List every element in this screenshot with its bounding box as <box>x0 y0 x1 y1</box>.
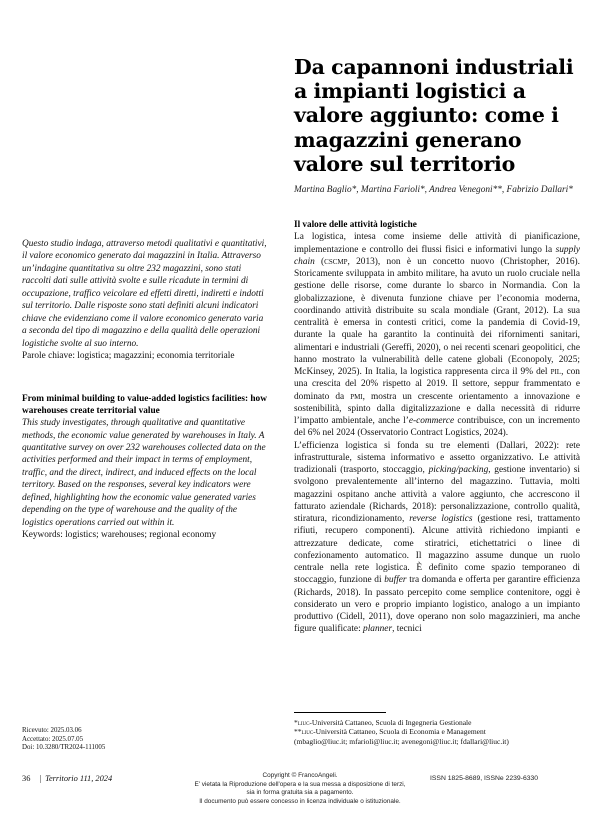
term-reverse-logistics: reverse logistics <box>409 514 473 525</box>
par2-seg-b: , gestione inventario) si svolgono prevalentemente all’interno del magazzino. Tuttavia, molti magazzini ospitano anche attività a valore aggiunto, che accrescono il fatturato aziendale (Richards, 2018): personalizzazione, controllo qualità, stiratura, ricondizionamento, <box>294 465 580 525</box>
issn-info: ISSN 1825-8689, ISSNe 2239-6330 <box>430 775 539 782</box>
copyright-line-1: Copyright © FrancoAngeli. <box>262 772 338 779</box>
acronym-liuc-1: liuc <box>297 718 310 727</box>
par1-seg-c: , 2013), non è un concetto nuovo (Christopher, 2016). Storicamente sviluppata in ambito militare, ha avuto un ruolo cruciale nella gestione delle risorse, come durante lo sbarco in Normandia. Con la globalizzazione, è divenuta funzione chiave per l’economia moderna, coordinando attività distribuite su scala mondiale (Grant, 2012). La sua centralità è emersa in contesti critici, come la pandemia di Covid-19, durante la quale ha garantito la continuità dei rifornimenti sanitari, alimentari e industriali (Gereffi, 2020), o nei recenti scenari geopolitici, che hanno mostrato la vulnerabilità delle catene globali (Econopoly, 2025; McKinsey, 2025). In Italia, la logistica rappresenta circa il 9% del <box>294 256 581 378</box>
submission-metadata <box>22 727 105 753</box>
par1-seg-f: contribuisce, con un incremento del 6% nel 2024 (Osservatorio Contract Logistics, 2024). <box>294 416 580 439</box>
main-column <box>294 55 580 636</box>
par1-seg-b: ( <box>314 256 325 267</box>
footnote-line-1 <box>294 718 580 727</box>
journal-issue: 111, 2024 <box>79 774 113 783</box>
footnote-line-2 <box>294 727 580 736</box>
body-paragraph-2 <box>294 440 580 636</box>
abstract-english-heading: From minimal building to value-added logistics facilities: how warehouses create territorial value <box>22 393 267 416</box>
term-buffer: buffer <box>384 575 407 586</box>
par2-seg-c: (gestione resi, trattamento rifiuti, recupero componenti). Alcune attività richiedono impianti e attrezzature dedicate, come stiratrici, etichettatrici o linee di confezionamento automatico. Il magazzino assume dunque un ruolo centrale nella rete logistica. È definito come spazio temporaneo di stoccaggio, funzione di <box>294 514 581 586</box>
doi: Doi: 10.3280/TR2024-111005 <box>22 744 106 752</box>
footnote-asterisk-1: * <box>294 718 298 727</box>
abstract-column <box>22 238 270 542</box>
footnote-affil-2: -Università Cattaneo, Scuola di Economia e Management <box>313 727 486 737</box>
footer-separator: | <box>39 774 42 783</box>
copyright-line-4: Il documento può essere concesso in licenza individuale o istituzionale. <box>199 797 401 805</box>
footer-journal-info <box>22 774 112 783</box>
copyright-notice <box>150 772 450 806</box>
page-number: 36 <box>22 774 31 783</box>
term-supply-chain: supply chain <box>294 244 580 267</box>
term-planner: planner <box>363 624 393 635</box>
author-list: Martina Baglio*, Martina Farioli*, Andrea Venegoni**, Fabrizio Dallari* <box>294 185 573 196</box>
affiliation-footnote <box>294 712 580 746</box>
footnote-affil-1: -Università Cattaneo, Scuola di Ingegneria Gestionale <box>309 718 472 727</box>
copyright-line-2: E' vietata la Riproduzione dell'opera e la sua messa a disposizione di terzi, <box>194 780 406 788</box>
section-heading: Il valore delle attività logistiche <box>294 219 417 230</box>
body-paragraph-1 <box>294 231 580 439</box>
footnote-asterisk-2: ** <box>294 727 302 737</box>
par2-seg-a: L’efficienza logistica si fonda su tre elementi (Dallari, 2022): rete infrastrutturale, sistema informativo e assetto organizzativo. Le attività tradizionali (trasporto, stoccaggio, <box>294 440 580 476</box>
journal-name: Territorio <box>45 774 78 783</box>
abstract-italian-text: Questo studio indaga, attraverso metodi qualitativi e quantitativi, il valore economico generato dai magazzini in Italia. Attraverso un’indagine quantitativa su oltre 232 magazzini, sono stati raccolti dati sulle attività svolte e sulle ricadute in termini di occupazione, traffico veicolare ed effetti diretti, indiretti e indotti sul territorio. Dalle risposte sono stati definiti alcuni indicatori chiave che evidenziano come il valore economico generato varia a seconda del tipo di magazzino e della qualità delle operazioni logistiche svolte al suo interno. <box>22 239 267 349</box>
article-title: Da capannoni industriali a impianti logistici a valore aggiunto: come i magazzini generano valore sul territorio <box>294 55 574 176</box>
acronym-cscmp: cscmp <box>324 256 348 267</box>
received-date: Ricevuto: 2025.03.06 <box>22 727 82 734</box>
acronym-pil: pil <box>550 367 562 378</box>
keywords-italian: Parole chiave: logistica; magazzini; economia territoriale <box>22 351 235 362</box>
footnote-emails: (mbaglio@liuc.it; mfarioli@liuc.it; avenegoni@liuc.it; fdallari@liuc.it) <box>294 736 509 746</box>
abstract-spacer <box>22 363 270 393</box>
par1-seg-d: , con una crescita del 20% rispetto al 2019. Il settore, seppur frammentato e dominato da <box>294 367 580 402</box>
copyright-line-3: sia in forma gratuita sia a pagamento. <box>246 789 354 797</box>
term-picking-packing: picking/packing <box>428 465 489 476</box>
page-footer <box>0 772 600 817</box>
par2-seg-d: tra domanda e offerta per garantire efficienza (Richards, 2018). In passato percepito come semplice contenitore, oggi è considerato un vero e proprio impianto logistico, analogo a un impianto produttivo (Cidell, 2011), dove operano non solo magazzinieri, ma anche figure qualificate: <box>294 575 580 635</box>
term-e-commerce: e-commerce <box>408 416 455 427</box>
par2-seg-e: , tecnici <box>392 624 422 635</box>
par1-seg-a: La logistica, intesa come insieme delle attività di pianificazione, implementazione e controllo dei flussi fisici e informativi lungo la <box>294 232 580 255</box>
par1-seg-e: , mostra un crescente orientamento a innovazione e sostenibilità, spinto dalla digitalizzazione e dalla necessità di ridurre l’impatto ambientale, anche l’ <box>294 391 580 427</box>
acronym-liuc-2: liuc <box>301 727 314 737</box>
footnote-rule <box>294 712 386 713</box>
accepted-date: Accettato: 2025.07.05 <box>22 735 84 743</box>
keywords-english: Keywords: logistics; warehouses; regional economy <box>22 530 217 541</box>
abstract-english-text: This study investigates, through qualitative and quantitative methods, the economic value generated by warehouses in Italy. A quantitative survey on over 232 warehouses collected data on the activities performed and their impact in terms of employment, traffic, and the direct, indirect, and induced effects on the local territory. Based on the responses, several key indicators were defined, highlighting how the economic value generated varies depending on the type of warehouse and the quality of the logistics operations carried out within it. <box>22 418 266 528</box>
acronym-pmi: pmi <box>350 391 363 402</box>
